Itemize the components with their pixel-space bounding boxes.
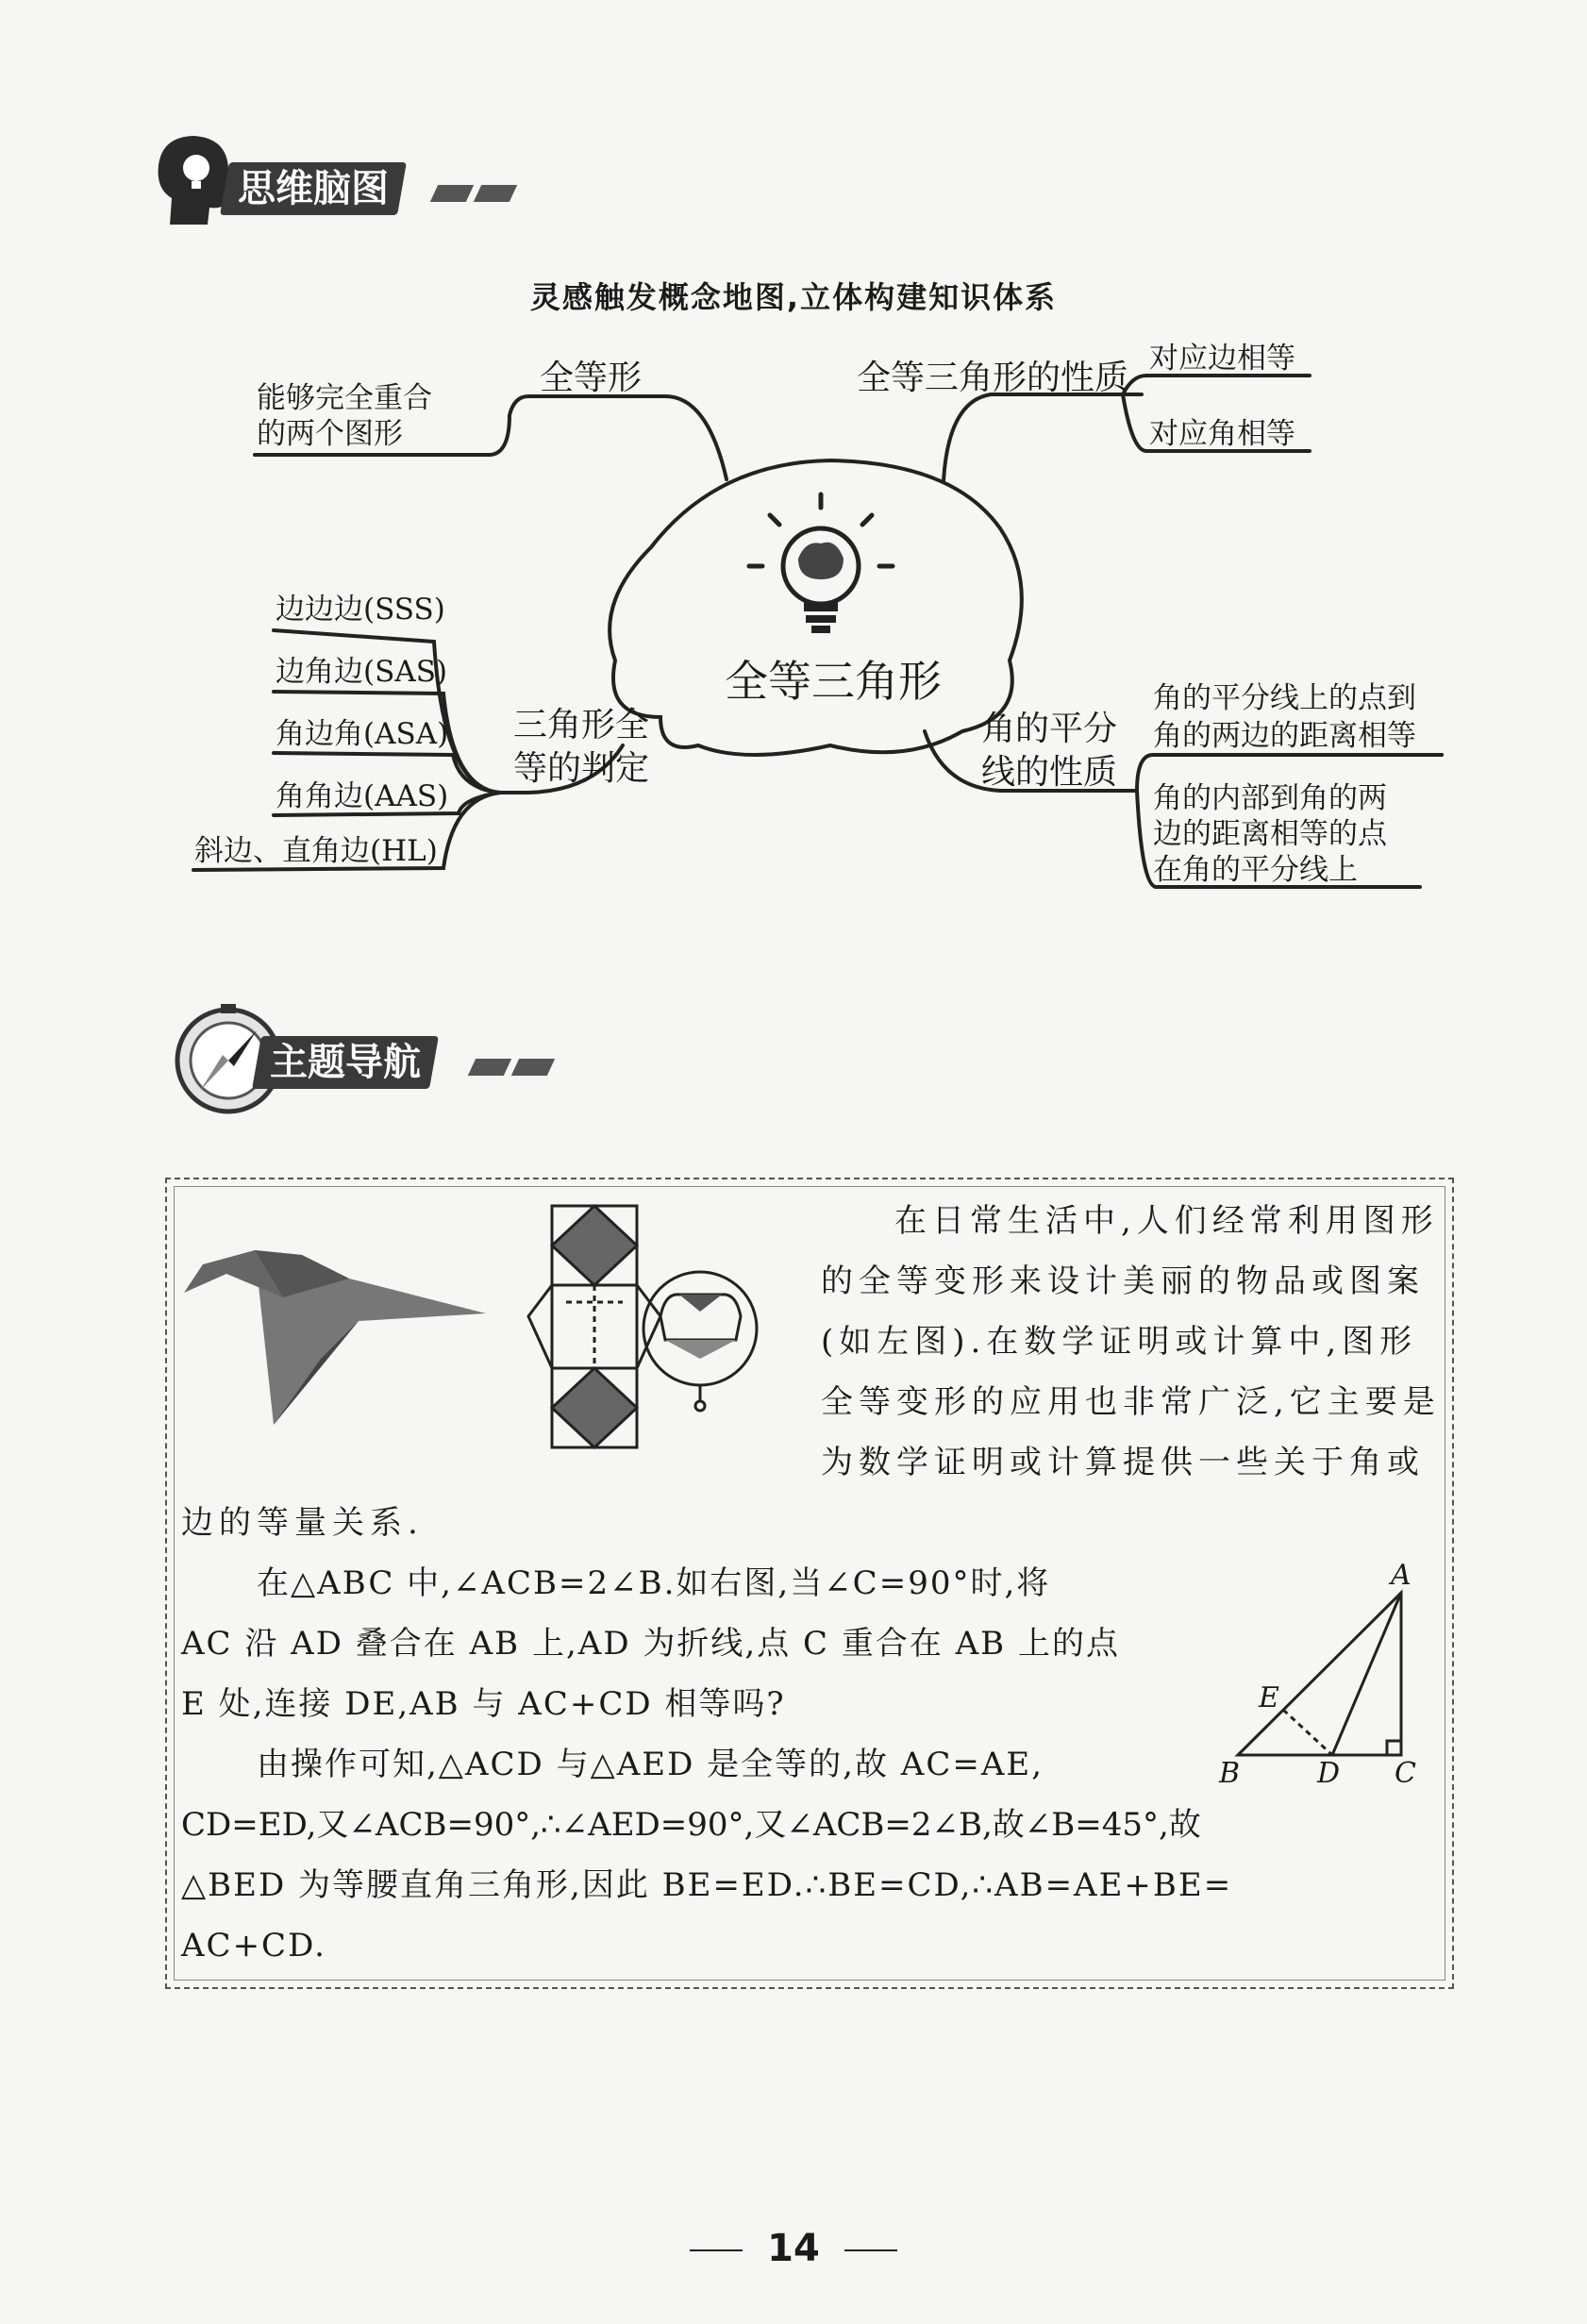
criteria-item: 角角边(AAS) (276, 779, 449, 813)
criteria-item: 边角边(SAS) (276, 655, 448, 689)
congruent-figure-def-1: 能够完全重合 (257, 381, 432, 415)
bisector-item1-line: 角的两边的距离相等 (1153, 719, 1416, 753)
congruent-figure-title: 全等形 (540, 359, 643, 397)
problem-line: 在△ABC 中,∠ACB=2∠B.如右图,当∠C=90°时,将 (257, 1564, 1051, 1602)
intro-line: 的全等变形来设计美丽的物品或图案 (821, 1262, 1425, 1300)
label-B: B (1219, 1757, 1241, 1790)
criteria-item: 角边角(ASA) (276, 717, 449, 751)
property-item: 对应角相等 (1149, 417, 1295, 451)
intro-line: (如左图).在数学证明或计算中,图形 (821, 1323, 1418, 1361)
bisector-item1-line: 角的平分线上的点到 (1153, 681, 1416, 715)
criteria-item: 边边边(SSS) (276, 593, 445, 627)
intro-line: 为数学证明或计算提供一些关于角或 (821, 1444, 1425, 1481)
mindmap-center: 全等三角形 (725, 656, 942, 707)
label-D: D (1317, 1757, 1341, 1790)
bisector-item2-line: 在角的平分线上 (1153, 853, 1358, 887)
mindmap-subtitle: 灵感触发概念地图,立体构建知识体系 (529, 279, 1058, 315)
label-A: A (1391, 1559, 1412, 1592)
solution-line: CD=ED,又∠ACB=90°,∴∠AED=90°,又∠ACB=2∠B,故∠B=45°,故 (181, 1806, 1201, 1844)
congruent-figure-def-2: 的两个图形 (257, 417, 403, 451)
criteria-item: 斜边、直角边(HL) (194, 834, 438, 868)
solution-line: 由操作可知,△ACD 与△AED 是全等的,故 AC=AE, (257, 1746, 1044, 1783)
label-E: E (1259, 1681, 1279, 1714)
intro-line: 在日常生活中,人们经常利用图形 (894, 1202, 1439, 1240)
property-item: 对应边相等 (1149, 342, 1295, 376)
solution-line: △BED 为等腰直角三角形,因此 BE=ED.∴BE=CD,∴AB=AE+BE= (181, 1866, 1233, 1904)
page-number: 14 (767, 2227, 820, 2270)
bisector-title-2: 线的性质 (981, 753, 1118, 792)
properties-title: 全等三角形的性质 (857, 359, 1129, 397)
problem-line: AC 沿 AD 叠合在 AB 上,AD 为折线,点 C 重合在 AB 上的点 (181, 1625, 1120, 1663)
section-title-topic: 主题导航 (252, 1036, 439, 1089)
label-C: C (1395, 1757, 1416, 1790)
criteria-title-1: 三角形全 (513, 706, 650, 744)
problem-line: E 处,连接 DE,AB 与 AC+CD 相等吗? (181, 1685, 786, 1723)
intro-tail: 边的等量关系. (181, 1504, 424, 1542)
bisector-item2-line: 角的内部到角的两 (1153, 781, 1387, 815)
intro-line: 全等变形的应用也非常广泛,它主要是 (821, 1383, 1441, 1421)
solution-line: AC+CD. (181, 1927, 326, 1965)
section-title-mindmap: 思维脑图 (220, 162, 407, 215)
criteria-title-2: 等的判定 (513, 749, 650, 788)
bisector-title-1: 角的平分 (981, 710, 1118, 748)
page-number-footer (0, 2227, 1587, 2270)
bisector-item2-line: 边的距离相等的点 (1153, 817, 1387, 851)
